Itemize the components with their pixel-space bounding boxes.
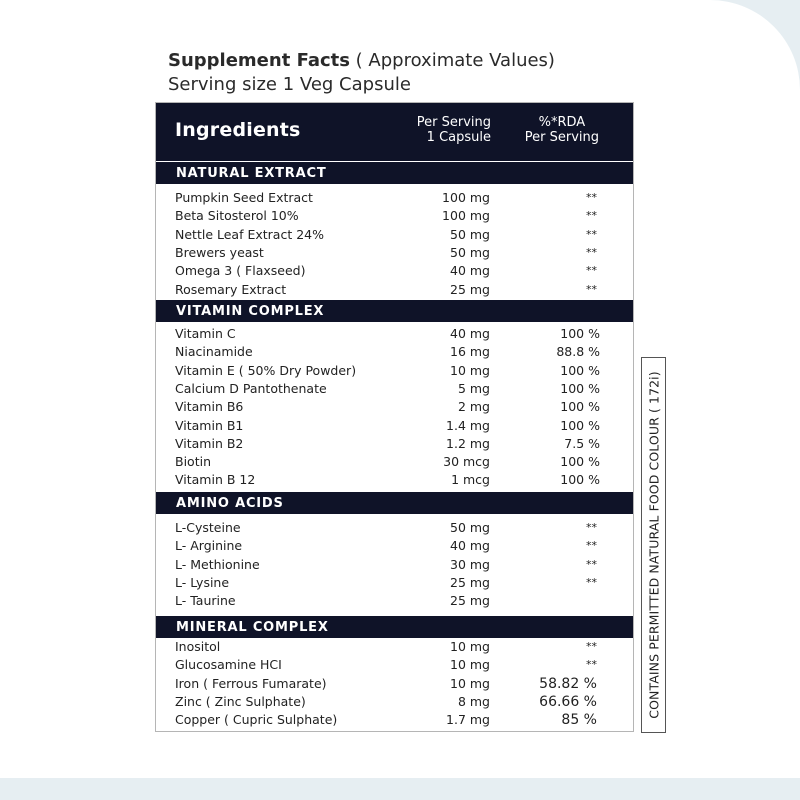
serving-size: Serving size 1 Veg Capsule xyxy=(168,74,411,95)
table-row xyxy=(156,537,633,555)
ingredient-quantity: 1.4 mg xyxy=(446,417,490,433)
ingredient-name: Brewers yeast xyxy=(175,244,264,260)
header-per-serving-line2: 1 Capsule xyxy=(426,130,491,145)
table-row xyxy=(156,574,633,592)
ingredient-quantity: 50 mg xyxy=(450,520,490,535)
header-rda-line2: Per Serving xyxy=(524,130,599,145)
table-row xyxy=(156,244,633,262)
ingredient-quantity: 40 mg xyxy=(450,263,490,279)
ingredient-name: Vitamin B 12 xyxy=(175,472,256,488)
title-rest: ( Approximate Values) xyxy=(349,50,555,71)
ingredient-name: Niacinamide xyxy=(175,344,253,360)
ingredient-name: Nettle Leaf Extract 24% xyxy=(175,226,324,242)
table-row xyxy=(156,226,633,244)
ingredient-quantity: 40 mg xyxy=(450,538,490,554)
table-row xyxy=(156,471,633,489)
section-title: NATURAL EXTRACT xyxy=(176,166,327,181)
ingredient-quantity: 25 mg xyxy=(450,574,490,590)
ingredient-rda: 100 % xyxy=(560,326,600,341)
ingredient-quantity: 1 mcg xyxy=(451,472,490,488)
ingredient-rda: 88.8 % xyxy=(556,344,600,360)
ingredient-rda: ** xyxy=(586,282,597,296)
ingredient-name: Copper ( Cupric Sulphate) xyxy=(175,712,338,728)
ingredient-name: Pumpkin Seed Extract xyxy=(175,190,313,205)
table-row xyxy=(156,693,633,711)
ingredient-quantity: 40 mg xyxy=(450,326,490,341)
table-row xyxy=(156,262,633,280)
ingredient-name: Beta Sitosterol 10% xyxy=(175,208,299,224)
ingredient-quantity: 1.2 mg xyxy=(446,435,490,451)
table-row xyxy=(156,453,633,471)
table-row xyxy=(156,435,633,453)
ingredient-name: Vitamin C xyxy=(175,326,236,341)
ingredient-rda: ** xyxy=(586,539,597,553)
ingredient-name: Vitamin B1 xyxy=(175,417,244,433)
table-row xyxy=(156,519,633,537)
table-row xyxy=(156,189,633,207)
header-per-serving-line1: Per Serving xyxy=(416,115,491,130)
table-row xyxy=(156,343,633,361)
ingredient-quantity: 1.7 mg xyxy=(446,712,490,728)
ingredient-name: Calcium D Pantothenate xyxy=(175,380,327,396)
ingredient-name: L- Lysine xyxy=(175,574,230,590)
header-rda xyxy=(525,115,599,145)
ingredient-rda: 100 % xyxy=(560,472,600,488)
ingredient-rda: ** xyxy=(586,658,597,672)
ingredient-quantity: 50 mg xyxy=(450,226,490,242)
section-title: AMINO ACIDS xyxy=(176,496,284,511)
ingredient-rda: ** xyxy=(586,191,597,204)
ingredient-name: Zinc ( Zinc Sulphate) xyxy=(175,693,306,709)
section-header xyxy=(156,616,633,638)
header-rda-line1: %*RDA xyxy=(538,115,586,130)
header-ingredients: Ingredients xyxy=(175,119,301,141)
ingredient-name: Iron ( Ferrous Fumarate) xyxy=(175,675,327,691)
ingredient-quantity: 30 mcg xyxy=(443,454,490,470)
ingredient-rda: ** xyxy=(586,557,597,571)
ingredient-rda: ** xyxy=(586,264,597,278)
ingredient-quantity: 2 mg xyxy=(457,399,490,415)
ingredient-rda: 100 % xyxy=(560,362,600,378)
ingredient-quantity: 10 mg xyxy=(450,657,490,673)
title-bold: Supplement Facts xyxy=(168,50,350,71)
ingredient-name: Glucosamine HCI xyxy=(175,657,282,673)
ingredient-name: L- Methionine xyxy=(175,556,260,572)
ingredient-rda: 100 % xyxy=(560,417,600,433)
ingredient-rda: ** xyxy=(586,640,597,653)
ingredient-name: Omega 3 ( Flaxseed) xyxy=(175,263,306,279)
table-row xyxy=(156,380,633,398)
table-row xyxy=(156,207,633,225)
ingredient-rda: ** xyxy=(586,209,597,223)
ingredient-name: L-Cysteine xyxy=(175,520,241,535)
section-header xyxy=(156,300,633,322)
ingredient-name: Biotin xyxy=(175,454,211,470)
ingredient-quantity: 100 mg xyxy=(442,190,490,205)
table-row xyxy=(156,675,633,693)
ingredient-quantity: 30 mg xyxy=(450,556,490,572)
section-header xyxy=(156,492,633,514)
ingredient-rda: ** xyxy=(586,521,597,534)
ingredient-rda: 58.82 % xyxy=(539,675,597,692)
ingredient-rda: 100 % xyxy=(560,399,600,415)
ingredient-rda: 100 % xyxy=(560,454,600,470)
table-row xyxy=(156,638,633,656)
table-row xyxy=(156,556,633,574)
section-title: MINERAL COMPLEX xyxy=(176,620,329,635)
header-per-serving xyxy=(417,115,491,145)
table-row xyxy=(156,711,633,729)
ingredient-name: Vitamin B6 xyxy=(175,399,244,415)
table-row xyxy=(156,592,633,610)
ingredient-quantity: 25 mg xyxy=(450,593,490,609)
food-colour-note-text: CONTAINS PERMITTED NATURAL FOOD COLOUR ( 172i) xyxy=(646,371,661,719)
ingredient-name: Vitamin E ( 50% Dry Powder) xyxy=(175,362,357,378)
ingredient-rda: 66.66 % xyxy=(539,693,597,710)
ingredient-quantity: 10 mg xyxy=(450,675,490,691)
table-row xyxy=(156,281,633,299)
ingredient-rda: ** xyxy=(586,245,597,259)
ingredient-quantity: 100 mg xyxy=(442,208,490,224)
ingredient-name: Vitamin B2 xyxy=(175,435,244,451)
ingredient-rda: ** xyxy=(586,575,597,589)
table-row xyxy=(156,325,633,343)
ingredient-rda: 7.5 % xyxy=(564,435,600,451)
section-title: VITAMIN COMPLEX xyxy=(176,304,325,319)
table-row xyxy=(156,398,633,416)
ingredient-name: Inositol xyxy=(175,639,221,654)
table-row xyxy=(156,417,633,435)
ingredient-quantity: 10 mg xyxy=(450,362,490,378)
ingredient-rda: 85 % xyxy=(561,712,597,729)
table-header xyxy=(156,103,633,161)
ingredient-quantity: 5 mg xyxy=(457,380,490,396)
ingredient-rda: 100 % xyxy=(560,380,600,396)
section-header xyxy=(156,162,633,184)
page-title xyxy=(168,50,555,72)
table-row xyxy=(156,362,633,380)
food-colour-note xyxy=(641,357,666,733)
ingredient-name: Rosemary Extract xyxy=(175,281,287,297)
table-row xyxy=(156,656,633,674)
supplement-facts-table xyxy=(155,102,634,732)
ingredient-quantity: 16 mg xyxy=(450,344,490,360)
ingredient-rda: ** xyxy=(586,227,597,241)
ingredient-quantity: 25 mg xyxy=(450,281,490,297)
ingredient-quantity: 8 mg xyxy=(457,693,490,709)
ingredient-quantity: 50 mg xyxy=(450,244,490,260)
ingredient-quantity: 10 mg xyxy=(450,639,490,654)
ingredient-name: L- Arginine xyxy=(175,538,243,554)
ingredient-name: L- Taurine xyxy=(175,593,236,609)
